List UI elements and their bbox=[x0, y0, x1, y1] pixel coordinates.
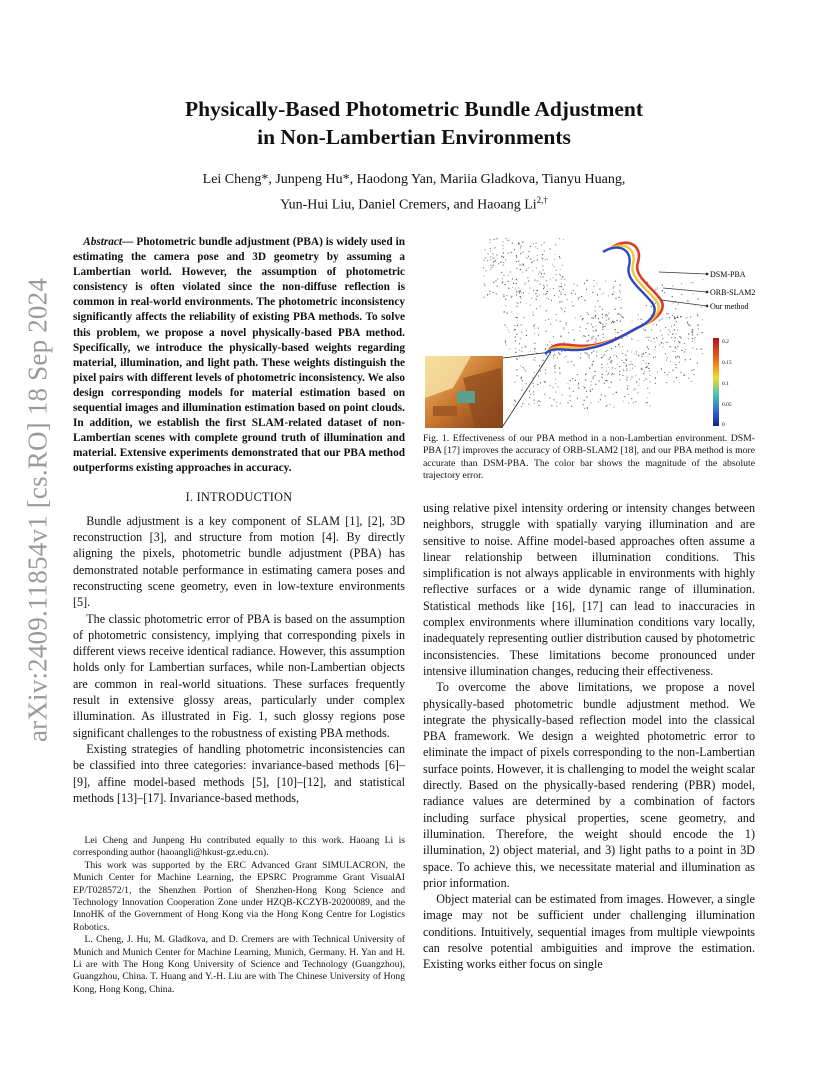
left-paragraph-1: Bundle adjustment is a key component of SLAM [1], [2], 3D reconstruction [3], and structure from motion [4]. By directly aligning the pixels, photometric bundle adjustment (PBA) has demonstrated notable performance in estimating camera poses and reconstructing scene geometry, even in low-texture environments [5]. bbox=[73, 513, 405, 610]
footnotes bbox=[73, 835, 405, 996]
colorbar-tick-2: 0.1 bbox=[722, 381, 729, 387]
left-paragraph-2: The classic photometric error of PBA is based on the assumption of photometric consistency, implying that corresponding pixels in different views receive identical radiance. However, this assumption holds only for Lambertian surfaces, while non-Lambertian objects are common in real-world situations. These surfaces frequently result in extensive glossy areas, particularly under complex illumination. As illustrated in Fig. 1, such glossy regions pose significant challenges to the robustness of existing PBA methods. bbox=[73, 611, 405, 740]
arxiv-stamp-text: arXiv:2409.11854v1 [cs.RO] 18 Sep 2024 bbox=[22, 277, 53, 743]
figure-1-caption: Fig. 1. Effectiveness of our PBA method in a non-Lambertian environment. DSM-PBA [17] improves the accuracy of ORB-SLAM2 [18], and our PBA method is more accurate than DSM-PBA. The color bar shows the magnitude of the absolute trajectory error. bbox=[423, 433, 755, 481]
section-heading-introduction: I. INTRODUCTION bbox=[185, 489, 293, 504]
legend-dsm-pba: DSM-PBA bbox=[710, 270, 746, 279]
abstract-body: Photometric bundle adjustment (PBA) is widely used in estimating the camera pose and 3D geometry by assuming a Lambertian world. However, the assumption of photometric consistency is often violated since the non-diffuse reflection is common in real-world environments. The photometric inconsistency significantly affects the reliability of existing PBA methods. To solve this problem, we propose a novel physically-based PBA method. Specifically, we introduce the physically-based weights regarding material, illumination, and light path. These weights distinguish the pixel pairs with different levels of photometric inconsistency. We also design corresponding models for material estimation based on sequential images and illumination estimation based on point clouds. In addition, we establish the first SLAM-related dataset of non-Lambertian scenes with complete ground truth of illumination and material. Extensive experiments demonstrated that our PBA method outperforms existing approaches in accuracy. bbox=[73, 236, 405, 475]
trajectory-dsm-pba bbox=[547, 246, 659, 352]
authors bbox=[74, 170, 754, 216]
left-column bbox=[73, 235, 405, 806]
right-paragraph-2: To overcome the above limitations, we propose a novel physically-based photometric bundle adjustment method. We integrate the physically-based reflection model into the classical PBA framework. We design a weighted photometric error to eliminate the impact of pixels corresponding to the non-Lambertian surface points. However, it is challenging to model the weight scalar directly. Based on the physically-based rendering (PBR) model, radiance values are determined by a combination of factors including surface physical properties, scene geometry, and illumination. Therefore, the weight should encode the 1) illumination, 2) object material, and 3) light paths to a point in 3D space. To achieve this, we necessitate material and illumination as prior information. bbox=[423, 680, 755, 890]
arxiv-stamp bbox=[18, 250, 58, 770]
right-paragraph-3: Object material can be estimated from images. However, a single image may not be sufficient under challenging illumination conditions. Intuitively, sequential images from multiple viewpoints can resolve potential ambiguities and improve the estimation. Existing works either focus on single bbox=[423, 892, 755, 972]
colorbar-tick-1: 0.15 bbox=[722, 360, 732, 366]
figure-1 bbox=[423, 228, 757, 428]
author-affiliation-mark: 2,† bbox=[536, 195, 548, 205]
colorbar-tick-4: 0 bbox=[722, 422, 725, 428]
paper-title bbox=[74, 95, 754, 151]
footnote-2: This work was supported by the ERC Advanced Grant SIMULACRON, the Munich Center for Machine Learning, the EPSRC Programme Grant VisualAI EP/T028572/1, the Shenzhen Portion of Shenzhen-Hong Kong Science and Technology Innovation Cooperation Zone under HZQB-KCZYB-20200089, and the InnoHK of the Government of Hong Kong via the Hong Kong Centre for Logistics Robotics. bbox=[73, 859, 405, 933]
legend-orb-slam2: ORB-SLAM2 bbox=[710, 288, 756, 297]
abstract-lead: Abstract— bbox=[83, 236, 134, 248]
authors-line-1: Lei Cheng*, Junpeng Hu*, Haodong Yan, Mariia Gladkova, Tianyu Huang, bbox=[202, 172, 626, 187]
title-line-2: in Non-Lambertian Environments bbox=[257, 125, 571, 149]
legend-our-method: Our method bbox=[710, 302, 749, 311]
colorbar-tick-0: 0.2 bbox=[722, 339, 729, 345]
left-paragraph-3: Existing strategies of handling photometric inconsistencies can be classified into three categories: invariance-based methods [6]–[9], affine model-based methods [5], [10]–[12], and statistical methods [13]–[17]. Invariance-based methods, bbox=[73, 741, 405, 805]
error-colorbar bbox=[713, 338, 719, 426]
abstract bbox=[73, 235, 405, 477]
authors-line-2: Yun-Hui Liu, Daniel Cremers, and Haoang Li bbox=[280, 197, 537, 213]
inset-rendered-room bbox=[425, 356, 503, 428]
right-paragraph-1: using relative pixel intensity ordering or intensity changes between neighbors, struggle with spatially varying illumination and are sensitive to noise. Affine model-based approaches often assume a linear relationship between illumination conditions. This simplification is not always applicable in environments with highly reflective surfaces or a wide dynamic range of illumination. Statistical methods like [16], [17] can lead to inaccuracies in complex environments where illumination conditions vary locally, inadequately representing outlier distribution caused by photometric inconsistencies. These limitations become pronounced under intensive illumination changes, reducing their effectiveness. bbox=[423, 501, 755, 678]
point-cloud bbox=[483, 238, 703, 409]
title-line-1: Physically-Based Photometric Bundle Adjustment bbox=[184, 97, 644, 121]
right-column bbox=[423, 500, 755, 973]
colorbar-tick-3: 0.05 bbox=[722, 402, 732, 408]
footnote-1: Lei Cheng and Junpeng Hu contributed equally to this work. Haoang Li is corresponding author (haoangli@hkust-gz.edu.cn). bbox=[73, 835, 405, 859]
footnote-3: L. Cheng, J. Hu, M. Gladkova, and D. Cremers are with Technical University of Munich and Munich Center for Machine Learning, Munich, Germany. H. Yan and H. Li are with The Hong Kong University of Science and Technology (Guangzhou), Guangzhou, China. T. Huang and Y.-H. Liu are with The Chinese University of Hong Kong, Hong Kong, China. bbox=[73, 934, 405, 995]
